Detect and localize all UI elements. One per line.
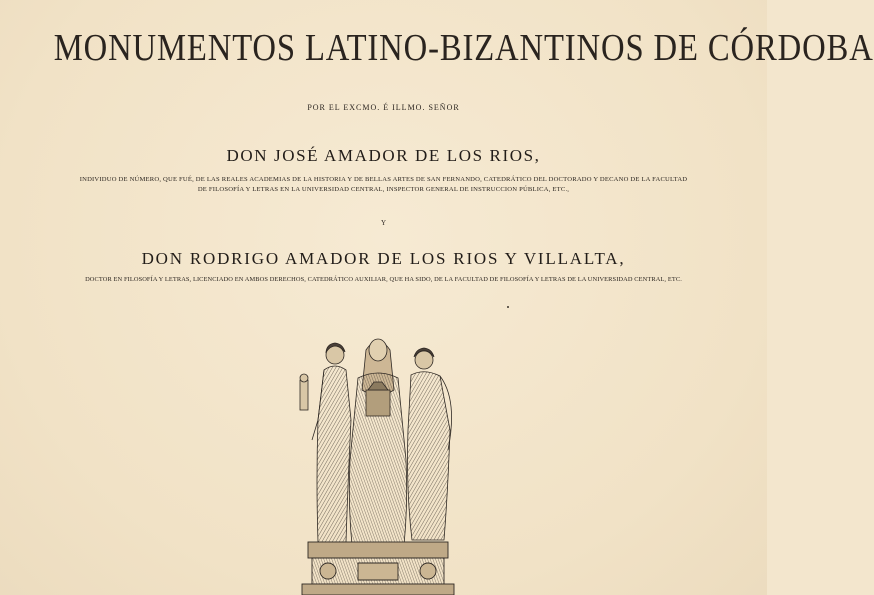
pedestal <box>302 542 454 595</box>
conjunction: Y <box>380 219 387 227</box>
left-figure <box>300 343 351 542</box>
center-figure <box>349 339 406 545</box>
author-1-description-line-1: INDIVIDUO DE NÚMERO, QUE FUÉ, DE LAS REALES ACADEMIAS DE LA HISTORIA Y DE BELLAS ARTES DE SAN FERNANDO, CATEDRÁTICO DEL DOCTORADO Y DECANO DE LA FACULTAD <box>79 176 688 183</box>
three-female-figures-engraving-icon <box>288 330 468 595</box>
book-title: MONUMENTOS LATINO-BIZANTINOS DE CÓRDOBA <box>53 27 874 69</box>
ornament-dot <box>507 306 509 308</box>
author-1-name: DON JOSÉ AMADOR DE LOS RIOS, <box>226 146 541 165</box>
author-2-name: DON RODRIGO AMADOR DE LOS RIOS Y VILLALTA, <box>141 249 626 268</box>
author-2-description: DOCTOR EN FILOSOFÍA Y LETRAS, LICENCIADO EN AMBOS DERECHOS, CATEDRÁTICO AUXILIAR, QUE HA SIDO, DE LA FACULTAD DE FILOSOFÍA Y LETRAS DE LA UNIVERSIDAD CENTRAL, ETC. <box>85 276 682 283</box>
right-figure <box>408 348 452 540</box>
author-1-description-line-2: DE FILOSOFÍA Y LETRAS EN LA UNIVERSIDAD CENTRAL, INSPECTOR GENERAL DE INSTRUCCION PÚBLICA, ETC., <box>197 186 570 193</box>
byline: POR EL EXCMO. É ILLMO. SEÑOR <box>307 103 460 112</box>
